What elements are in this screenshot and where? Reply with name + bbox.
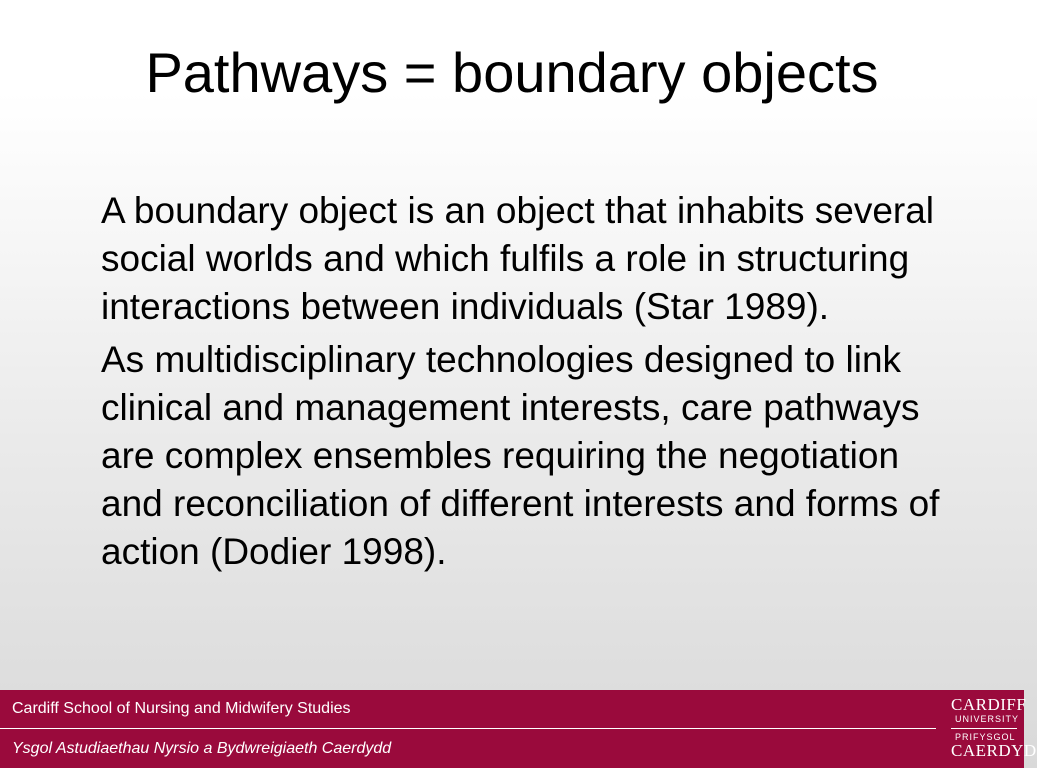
slide-body [101,187,971,581]
logo-text-cardiff: CARDIFF [951,695,1027,714]
logo-text-university: UNIVERSITY [955,714,1020,724]
footer-divider [0,728,936,729]
logo-divider [951,728,1017,729]
footer-school-name-welsh: Ysgol Astudiaethau Nyrsio a Bydwreigiaeth Caerdydd [12,740,392,757]
footer-bar [0,690,1037,768]
cardiff-university-logo [945,694,1037,766]
body-paragraph-2: As multidisciplinary technologies designed to link clinical and management interests, care pathways are complex ensembles requiring the negotiation and reconciliation of different interests and forms of action (Dodier 1998). [101,339,940,572]
logo-text-prifysgol: PRIFYSGOL [955,732,1016,742]
slide-title: Pathways = boundary objects [145,41,879,104]
footer-school-name-english: Cardiff School of Nursing and Midwifery Studies [12,700,351,717]
body-paragraph-1: A boundary object is an object that inhabits several social worlds and which fulfils a role in structuring interactions between individuals (Star 1989). [101,190,935,327]
logo-text-caerdydd: CAERDYD [951,741,1037,760]
